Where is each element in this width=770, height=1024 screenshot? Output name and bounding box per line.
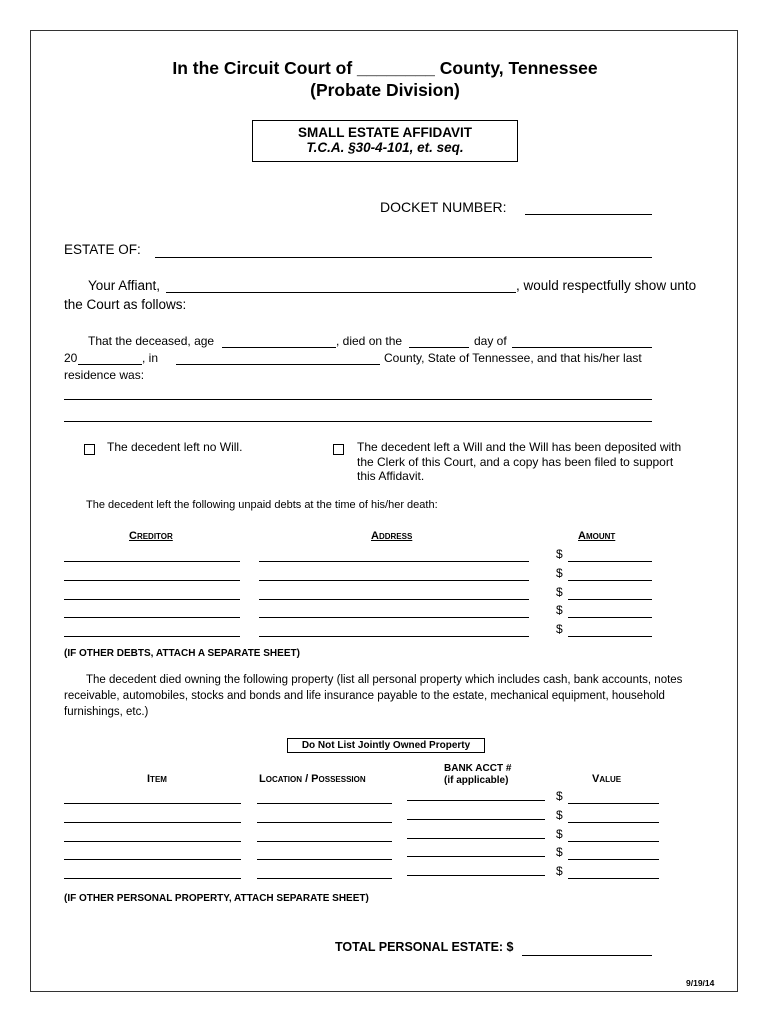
- item-header: Item: [147, 773, 167, 785]
- bank-acct-field[interactable]: [407, 838, 545, 839]
- value-field[interactable]: [568, 822, 659, 823]
- amount-field[interactable]: [568, 599, 652, 600]
- no-will-checkbox[interactable]: [84, 444, 95, 455]
- item-field[interactable]: [64, 822, 241, 823]
- deceased-age-label: That the deceased, age: [88, 334, 215, 348]
- total-estate-field[interactable]: [522, 955, 652, 956]
- affidavit-title: SMALL ESTATE AFFIDAVIT: [298, 125, 472, 140]
- bank-acct-field[interactable]: [407, 819, 545, 820]
- bank-acct-field[interactable]: [407, 800, 545, 801]
- location-field[interactable]: [257, 859, 392, 860]
- creditor-field[interactable]: [64, 617, 240, 618]
- address-field[interactable]: [259, 561, 529, 562]
- division-heading: (Probate Division): [310, 80, 460, 100]
- court-heading-suffix: County, Tennessee: [434, 58, 598, 78]
- jointly-owned-box: Do Not List Jointly Owned Property: [287, 738, 485, 753]
- affidavit-title-box: [252, 120, 518, 162]
- address-field[interactable]: [259, 617, 529, 618]
- day-of-label: day of: [474, 334, 507, 348]
- county-state-label: County, State of Tennessee, and that his/her last: [384, 351, 642, 365]
- location-field[interactable]: [257, 878, 392, 879]
- creditor-field[interactable]: [64, 580, 240, 581]
- year-prefix: 20: [64, 351, 78, 365]
- will-deposited-line2: the Clerk of this Court, and a copy has been filed to support: [357, 455, 674, 469]
- amount-dollar-sign: $: [556, 622, 563, 636]
- property-intro-3: furnishings, etc.): [64, 706, 149, 718]
- creditor-field[interactable]: [64, 599, 240, 600]
- amount-dollar-sign: $: [556, 603, 563, 617]
- will-deposited-line1: The decedent left a Will and the Will has been deposited with: [357, 440, 682, 454]
- died-on-label: , died on the: [336, 334, 403, 348]
- docket-label: DOCKET NUMBER:: [380, 199, 507, 215]
- other-property-note: (IF OTHER PERSONAL PROPERTY, ATTACH SEPARATE SHEET): [64, 893, 369, 904]
- value-dollar-sign: $: [556, 789, 563, 803]
- death-day-field[interactable]: [409, 347, 469, 348]
- address-field[interactable]: [259, 580, 529, 581]
- address-field[interactable]: [259, 599, 529, 600]
- affiant-name-field[interactable]: [166, 292, 516, 293]
- will-deposited-line3: this Affidavit.: [357, 469, 425, 483]
- court-heading-prefix: In the Circuit Court of: [172, 58, 358, 78]
- no-will-label: The decedent left no Will.: [107, 440, 243, 454]
- value-dollar-sign: $: [556, 845, 563, 859]
- item-field[interactable]: [64, 841, 241, 842]
- estate-name-field[interactable]: [155, 257, 652, 258]
- item-field[interactable]: [64, 803, 241, 804]
- bank-acct-header: BANK ACCT #: [444, 763, 512, 774]
- docket-number-field[interactable]: [525, 214, 652, 215]
- amount-header: Amount: [578, 530, 616, 542]
- bank-acct-field[interactable]: [407, 875, 545, 876]
- item-field[interactable]: [64, 878, 241, 879]
- estate-of-label: ESTATE OF:: [64, 242, 141, 257]
- item-field[interactable]: [64, 859, 241, 860]
- form-page-border: [30, 30, 738, 992]
- debts-intro: The decedent left the following unpaid debts at the time of his/her death:: [86, 499, 438, 511]
- total-estate-label: TOTAL PERSONAL ESTATE: $: [335, 940, 514, 954]
- amount-field[interactable]: [568, 636, 652, 637]
- address-header: Address: [371, 530, 413, 542]
- creditor-field[interactable]: [64, 636, 240, 637]
- will-deposited-checkbox[interactable]: [333, 444, 344, 455]
- affiant-line2: the Court as follows:: [64, 297, 187, 312]
- location-field[interactable]: [257, 841, 392, 842]
- value-field[interactable]: [568, 878, 659, 879]
- value-field[interactable]: [568, 859, 659, 860]
- amount-dollar-sign: $: [556, 585, 563, 599]
- value-field[interactable]: [568, 803, 659, 804]
- value-header: Value: [592, 773, 622, 785]
- residence-line-2[interactable]: [64, 421, 652, 422]
- address-field[interactable]: [259, 636, 529, 637]
- creditor-field[interactable]: [64, 561, 240, 562]
- form-revision-date: 9/19/14: [686, 978, 715, 988]
- amount-field[interactable]: [568, 580, 652, 581]
- bank-acct-field[interactable]: [407, 856, 545, 857]
- creditor-header: Creditor: [129, 530, 173, 542]
- value-field[interactable]: [568, 841, 659, 842]
- value-dollar-sign: $: [556, 864, 563, 878]
- location-header: Location / Possession: [259, 773, 366, 785]
- other-debts-note: (IF OTHER DEBTS, ATTACH A SEPARATE SHEET): [64, 648, 300, 659]
- in-label: , in: [142, 351, 159, 365]
- residence-label: residence was:: [64, 368, 145, 382]
- amount-dollar-sign: $: [556, 566, 563, 580]
- death-month-field[interactable]: [512, 347, 652, 348]
- value-dollar-sign: $: [556, 827, 563, 841]
- property-intro-2: receivable, automobiles, stocks and bonds and life insurance payable to the estate, mechanical equipment, household: [64, 690, 665, 702]
- value-dollar-sign: $: [556, 808, 563, 822]
- court-heading: [0, 58, 770, 79]
- county-field[interactable]: [176, 364, 380, 365]
- affidavit-citation: T.C.A. §30-4-101, et. seq.: [306, 140, 464, 155]
- county-blank: ________: [357, 58, 435, 78]
- bank-acct-subheader: (if applicable): [444, 775, 509, 786]
- location-field[interactable]: [257, 822, 392, 823]
- amount-dollar-sign: $: [556, 547, 563, 561]
- death-year-field[interactable]: [78, 364, 142, 365]
- property-intro-1: The decedent died owning the following property (list all personal property which includes cash, bank accounts, notes: [86, 674, 683, 686]
- amount-field[interactable]: [568, 561, 652, 562]
- amount-field[interactable]: [568, 617, 652, 618]
- location-field[interactable]: [257, 803, 392, 804]
- deceased-age-field[interactable]: [222, 347, 336, 348]
- affiant-prefix: Your Affiant,: [88, 278, 161, 293]
- affiant-suffix: , would respectfully show unto: [516, 278, 697, 293]
- residence-line-1[interactable]: [64, 399, 652, 400]
